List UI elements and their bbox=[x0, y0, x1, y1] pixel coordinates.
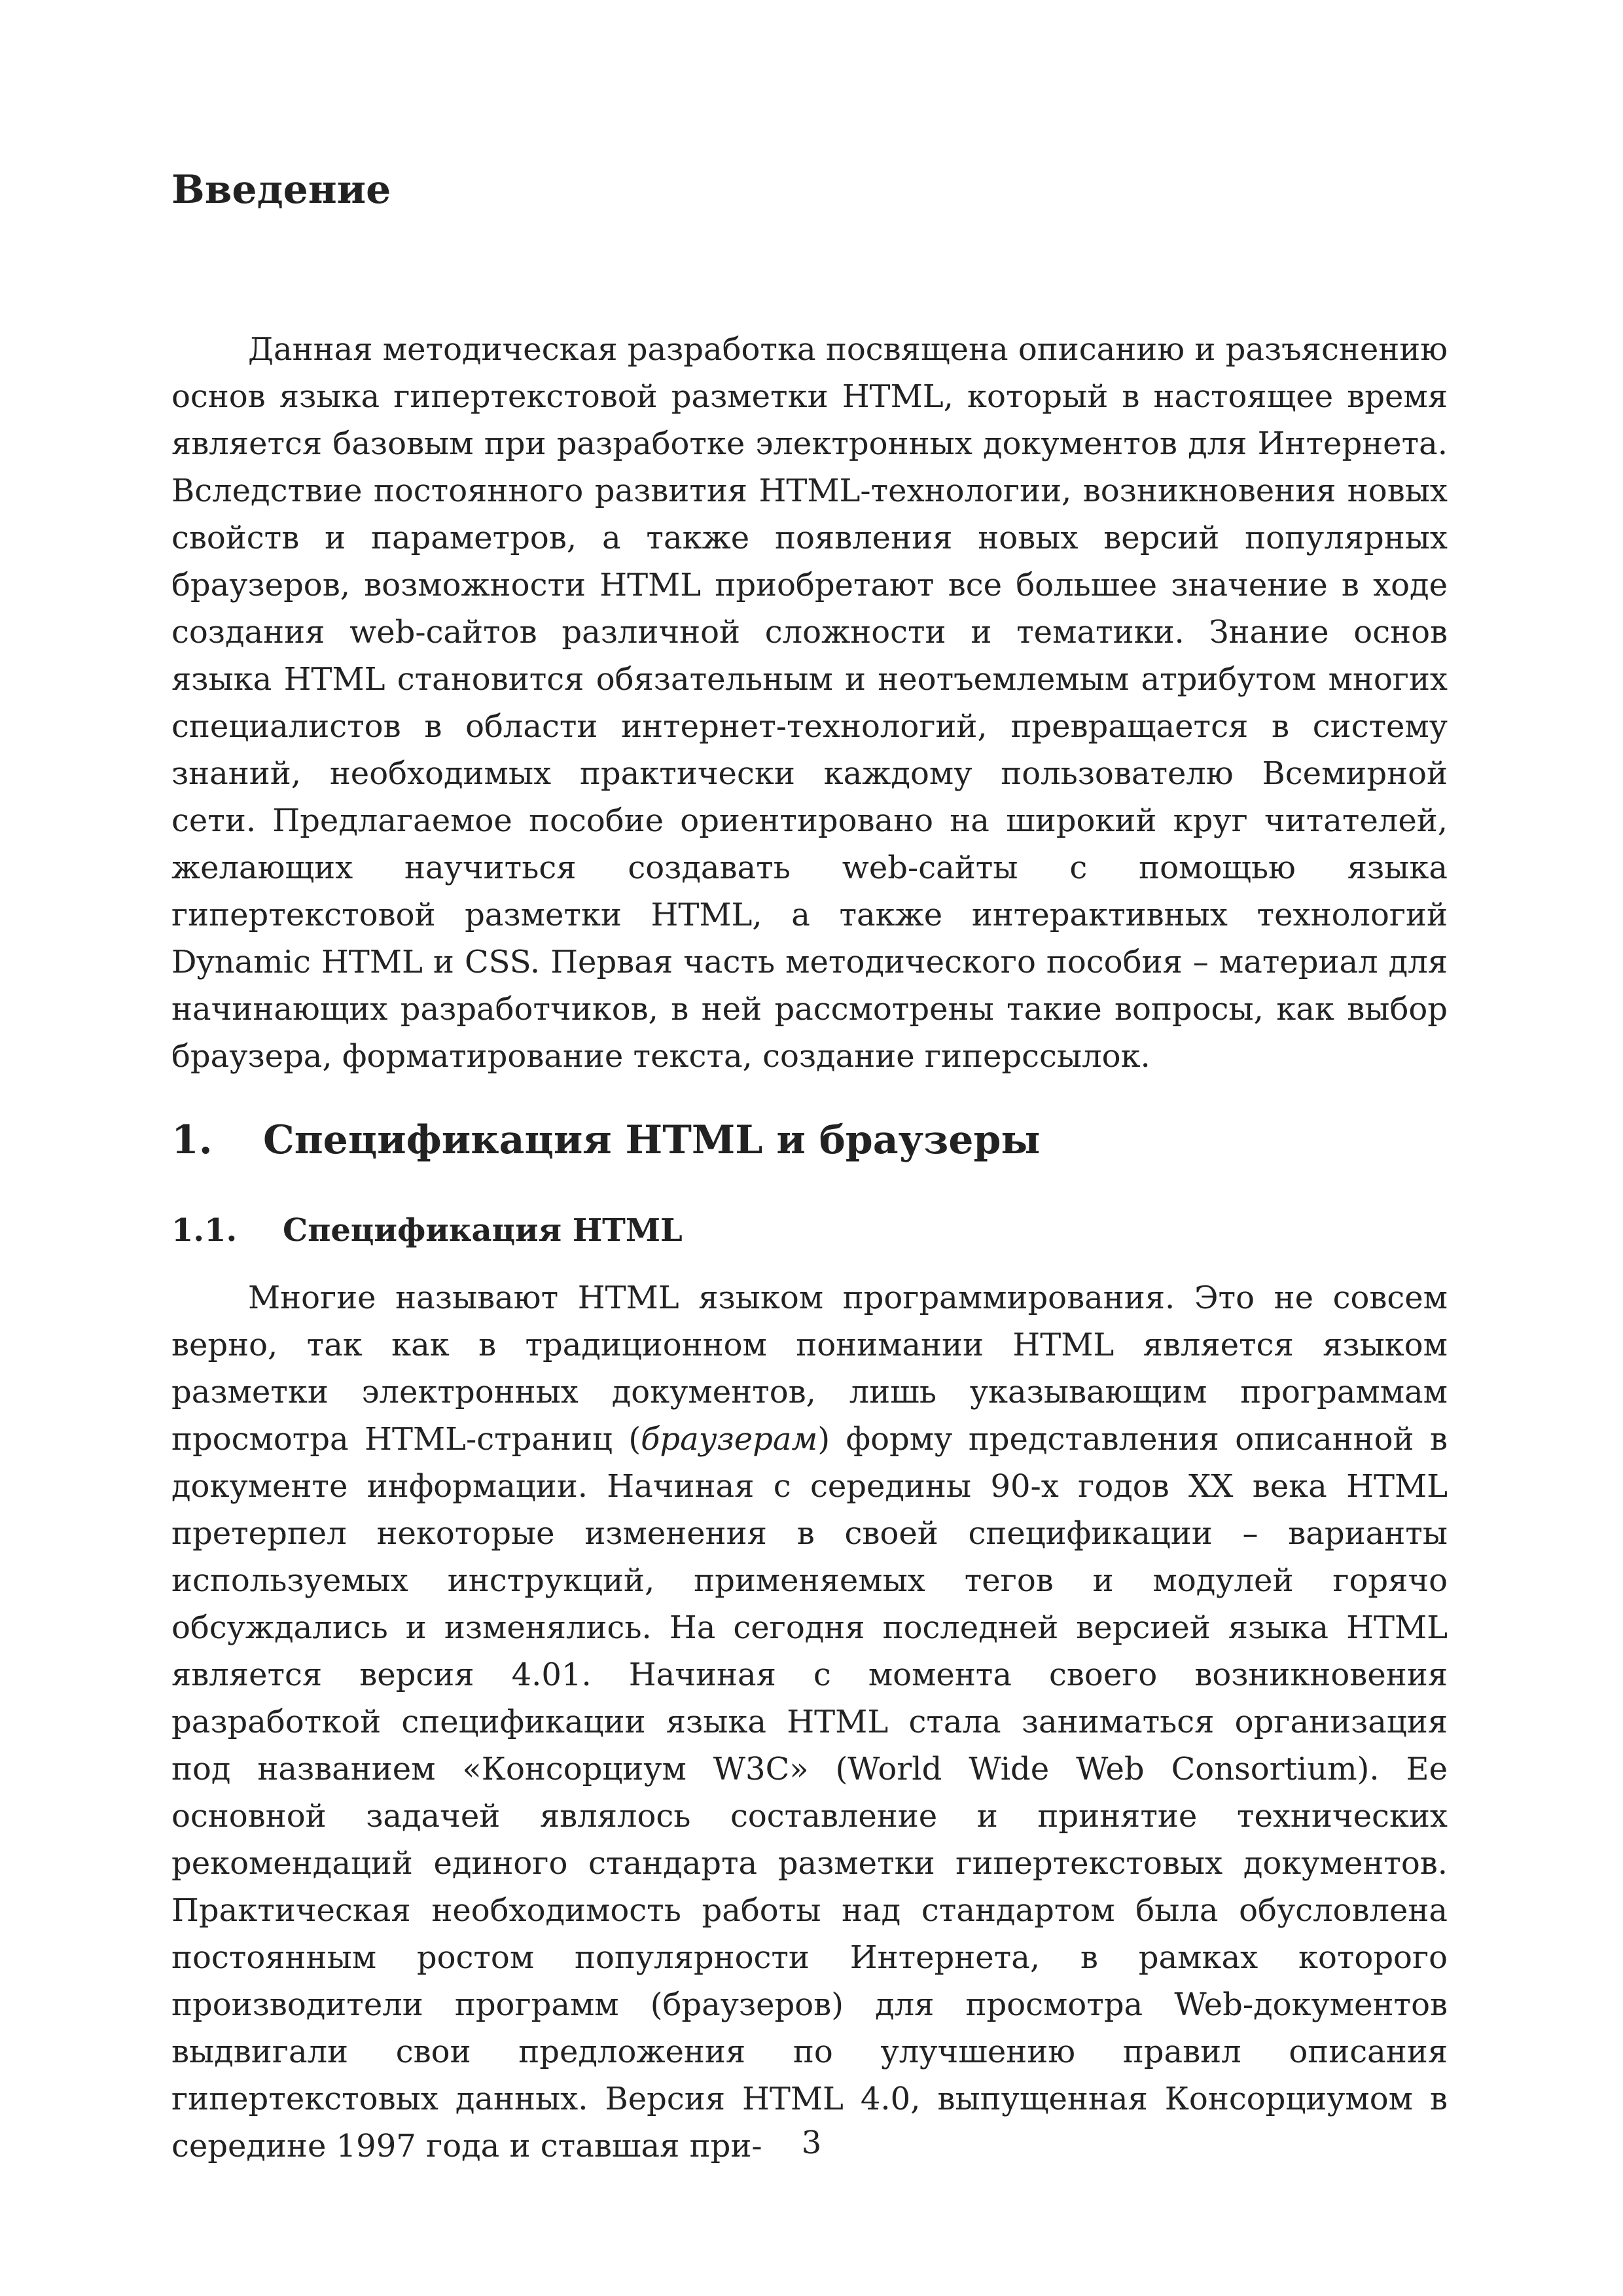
introduction-paragraph: Данная методическая разработка посвящена описанию и разъяснению основ языка гипертекстовой разметки HTML, который в настоящее время является базовым при разработке электронных документов для Интернета. Вследствие постоянного развития HTML-технологии, возникновения новых свойств и параметров, а также появления новых версий популярных браузеров, возможности HTML приобретают все большее значение в ходе создания web-сайтов различной сложности и тематики. Знание основ языка HTML становится обязательным и неотъемлемым атрибутом многих специалистов в области интернет-технологий, превращается в систему знаний, необходимых практически каждому пользователю Всемирной сети. Предлагаемое пособие ориентировано на широкий круг читателей, желающих научиться создавать web-сайты с помощью языка гипертекстовой разметки HTML, а также интерактивных технологий Dynamic HTML и CSS. Первая часть методического пособия – материал для начинающих разработчиков, в ней рассмотрены такие вопросы, как выбор браузера, форматирование текста, создание гиперссылок. bbox=[171, 331, 1448, 1075]
subsection-1-1-title: Спецификация HTML bbox=[283, 1212, 683, 1249]
subsection-1-1-number: 1.1. bbox=[171, 1212, 238, 1249]
subsection-1-1-heading bbox=[171, 1212, 1480, 1250]
specification-text-start: Многие называют HTML языком программирования. Это не совсем верно, так как в традиционном понимании HTML является языком разметки электронных документов, лишь указывающим программам просмотра HTML-страниц ( bbox=[171, 1280, 1448, 1458]
section-1-number: 1. bbox=[171, 1117, 213, 1163]
page-number: 3 bbox=[801, 2125, 822, 2161]
introduction-heading: Введение bbox=[171, 167, 391, 213]
specification-text-end: ) форму представления описанной в документе информации. Начиная с середины 90-х годов XX века HTML претерпел некоторые изменения в своей спецификации – варианты используемых инструкций, применяемых тегов и модулей горячо обсуждались и изменялись. На сегодня последней версией языка HTML является версия 4.01. Начиная с момента своего возникновения разработкой спецификации языка HTML стала заниматься организация под названием «Консорциум W3C» (World Wide Web Consortium). Ее основной задачей являлось составление и принятие технических рекомендаций единого стандарта разметки гипертекстовых документов. Практическая необходимость работы над стандартом была обусловлена постоянным ростом популярности Интернета, в рамках которого производители программ (браузеров) для просмотра Web-документов выдвигали свои предложения по улучшению правил описания гипертекстовых данных. Версия HTML 4.0, выпущенная Консорциумом в середине 1997 года и ставшая при- bbox=[171, 1421, 1448, 2164]
specification-paragraph bbox=[171, 1274, 1448, 2170]
section-1-title: Спецификация HTML и браузеры bbox=[263, 1117, 1041, 1163]
section-1-heading bbox=[171, 1117, 1480, 1164]
browsers-term-italic: браузерам bbox=[641, 1421, 818, 1458]
